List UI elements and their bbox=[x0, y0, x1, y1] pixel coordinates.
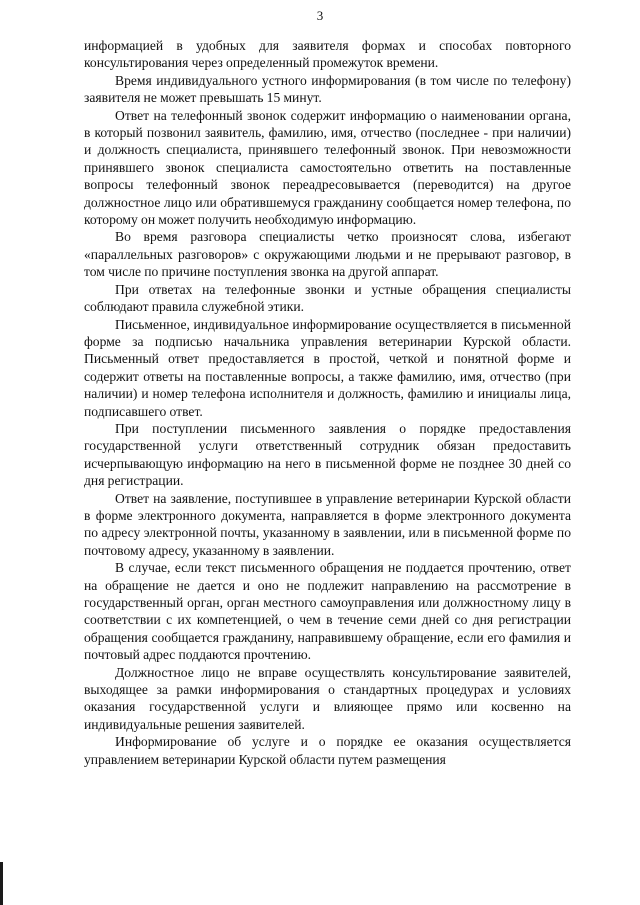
paragraph: Должностное лицо не вправе осуществлять консультирование заявителей, выходящее за рамки информирования о стандартных процедурах и условиях оказания государственной услуги и влияющее прямо или косвенно на индивидуальные решения заявителей. bbox=[84, 664, 571, 732]
paragraph: Время индивидуального устного информирования (в том числе по телефону) заявителя не может превышать 15 минут. bbox=[84, 72, 571, 106]
paragraph: При поступлении письменного заявления о порядке предоставления государственной услуги ответственный сотрудник обязан предоставить исчерпывающую информацию на него в письменной форме не позднее 30 дней со дня регистрации. bbox=[84, 420, 571, 489]
document-body bbox=[84, 37, 571, 768]
paragraph: информацией в удобных для заявителя формах и способах повторного консультирования через определенный промежуток времени. bbox=[84, 38, 571, 71]
paragraph: В случае, если текст письменного обращения не поддается прочтению, ответ на обращение не дается и оно не подлежит направлению на рассмотрение в государственный орган, орган местного самоуправления или должностному лицу в соответствии с их компетенцией, о чем в течение семи дней со дня регистрации обращения сообщается гражданину, направившему обращение, если его фамилия и почтовый адрес поддаются прочтению. bbox=[84, 560, 571, 663]
paragraph: Во время разговора специалисты четко произносят слова, избегают «параллельных разговоров» с окружающими людьми и не прерывают разговор, в том числе по причине поступления звонка на другой аппарат. bbox=[84, 229, 571, 280]
paragraph: Информирование об услуге и о порядке ее оказания осуществляется управлением ветеринарии Курской области путем размещения bbox=[84, 734, 571, 767]
scan-edge-mark bbox=[0, 862, 3, 905]
page-number: 3 bbox=[316, 8, 324, 23]
paragraph: Ответ на телефонный звонок содержит информацию о наименовании органа, в который позвонил заявитель, фамилию, имя, отчество (последнее - при наличии) и должность специалиста, принявшего телефонный звонок. При невозможности принявшего звонок специалиста самостоятельно ответить на поставленные вопросы телефонный звонок переадресовывается (переводится) на другое должностное лицо или обратившемуся гражданину сообщается номер телефона, по которому он может получить необходимую информацию. bbox=[84, 107, 571, 228]
paragraph: При ответах на телефонные звонки и устные обращения специалисты соблюдают правила служебной этики. bbox=[84, 281, 571, 315]
paragraph: Письменное, индивидуальное информирование осуществляется в письменной форме за подписью начальника управления ветеринарии Курской области. Письменный ответ предоставляется в простой, четкой и понятной форме и содержит ответы на поставленные вопросы, а также фамилию, имя, отчество (при наличии) и номер телефона исполнителя и должность, фамилию и инициалы лица, подписавшего ответ. bbox=[84, 316, 571, 419]
paragraph: Ответ на заявление, поступившее в управление ветеринарии Курской области в форме электронного документа, направляется в форме электронного документа по адресу электронной почты, указанному в заявлении, или в письменной форме по почтовому адресу, указанному в заявлении. bbox=[84, 490, 571, 558]
